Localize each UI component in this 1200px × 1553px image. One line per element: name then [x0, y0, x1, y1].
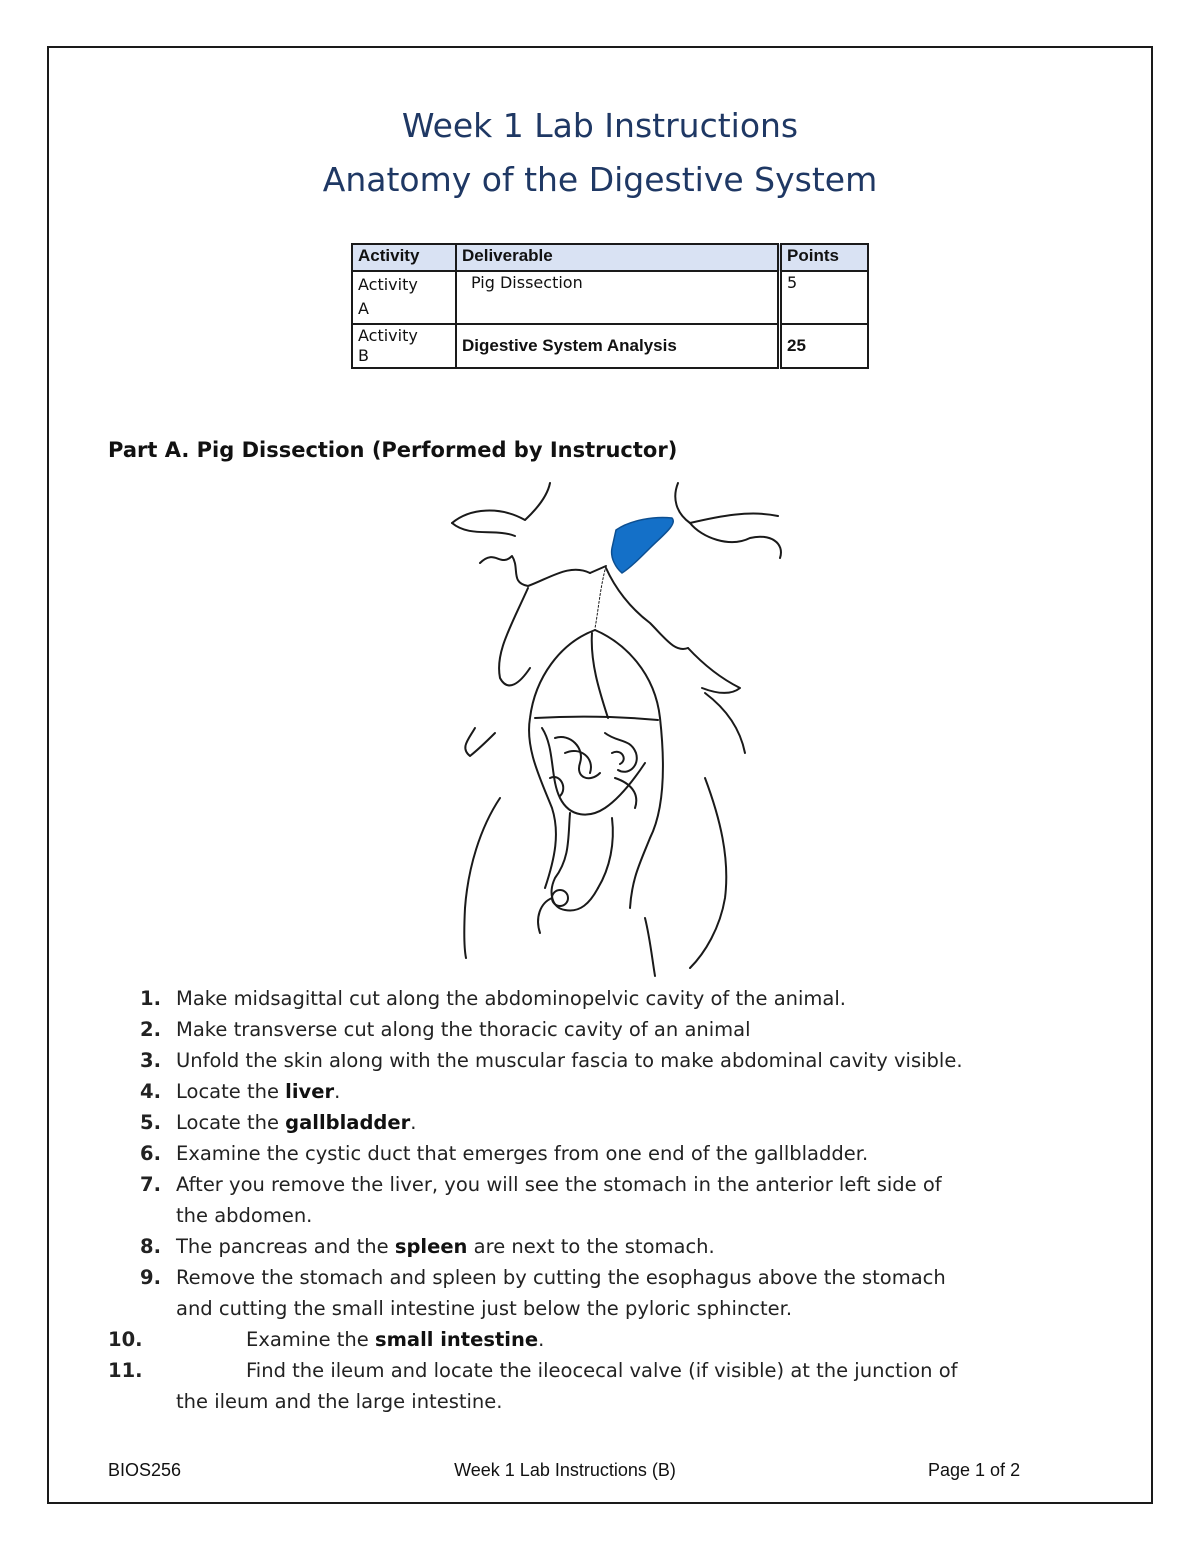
list-item	[108, 1169, 1098, 1231]
table-row	[352, 324, 868, 368]
table-row	[352, 271, 868, 324]
list-item	[108, 1076, 1098, 1107]
step-text: Make midsagittal cut along the abdominopelvic cavity of the animal.	[176, 987, 846, 1010]
step-text: Make transverse cut along the thoracic cavity of an animal	[176, 1018, 751, 1041]
step-text-after: .	[538, 1328, 545, 1351]
page-subtitle: Anatomy of the Digestive System	[322, 160, 878, 199]
step-number: 4.	[140, 1080, 161, 1103]
list-item	[108, 1262, 1098, 1324]
deliverable-cell: Pig Dissection	[456, 271, 780, 324]
deliverables-table	[351, 243, 869, 369]
step-text-after: are next to the stomach.	[467, 1235, 715, 1258]
points-cell: 25	[780, 324, 869, 368]
points-cell: 5	[780, 271, 869, 324]
step-number: 9.	[140, 1266, 161, 1289]
page-title: Week 1 Lab Instructions	[401, 106, 799, 145]
footer-doc-title: Week 1 Lab Instructions (B)	[454, 1460, 676, 1480]
list-item	[108, 1324, 1098, 1355]
part-a-heading: Part A. Pig Dissection (Performed by Instructor)	[108, 438, 678, 462]
table-header-row	[352, 244, 868, 271]
step-keyword: gallbladder	[285, 1111, 411, 1134]
step-number: 3.	[140, 1049, 161, 1072]
header-deliverable: Deliverable	[456, 244, 780, 271]
step-text-continued: the ileum and the large intestine.	[176, 1390, 503, 1413]
step-text-before: Examine the	[246, 1328, 375, 1351]
step-number: 1.	[140, 987, 161, 1010]
step-text-after: .	[410, 1111, 417, 1134]
list-item	[108, 1231, 1098, 1262]
activity-cell	[352, 324, 456, 368]
footer-page-number: Page 1 of 2	[928, 1460, 1021, 1480]
step-number: 8.	[140, 1235, 161, 1258]
activity-label: Activity	[358, 326, 418, 345]
step-text: After you remove the liver, you will see the stomach in the anterior left side of	[176, 1173, 942, 1196]
step-text-before: The pancreas and the	[176, 1235, 395, 1258]
list-item	[108, 1014, 1098, 1045]
activity-letter: A	[358, 299, 369, 318]
list-item	[108, 1138, 1098, 1169]
activity-label: Activity	[358, 275, 418, 294]
header-activity: Activity	[352, 244, 456, 271]
list-item	[108, 1355, 1098, 1417]
pig-dissection-drawing	[440, 478, 800, 978]
activity-cell	[352, 271, 456, 324]
step-text: Examine the cystic duct that emerges from one end of the gallbladder.	[176, 1142, 869, 1165]
list-item	[108, 983, 1098, 1014]
step-number: 2.	[140, 1018, 161, 1041]
step-text: Remove the stomach and spleen by cutting the esophagus above the stomach	[176, 1266, 946, 1289]
header-points: Points	[780, 244, 869, 271]
step-text-before: Locate the	[176, 1111, 286, 1134]
step-number: 10.	[108, 1328, 143, 1351]
step-number: 5.	[140, 1111, 161, 1134]
list-item	[108, 1107, 1098, 1138]
step-keyword: liver	[285, 1080, 335, 1103]
activity-letter: B	[358, 346, 369, 365]
step-number: 7.	[140, 1173, 161, 1196]
step-text-continued: and cutting the small intestine just below the pyloric sphincter.	[176, 1297, 793, 1320]
step-number: 11.	[108, 1359, 143, 1382]
step-text-before: Locate the	[176, 1080, 286, 1103]
step-text: Find the ileum and locate the ileocecal valve (if visible) at the junction of	[246, 1359, 958, 1382]
dissection-steps	[108, 983, 1098, 1417]
step-text-after: .	[334, 1080, 341, 1103]
step-text: Unfold the skin along with the muscular fascia to make abdominal cavity visible.	[176, 1049, 963, 1072]
step-text-continued: the abdomen.	[176, 1204, 313, 1227]
step-keyword: small intestine	[374, 1328, 539, 1351]
list-item	[108, 1045, 1098, 1076]
deliverable-cell: Digestive System Analysis	[456, 324, 780, 368]
footer-course: BIOS256	[108, 1460, 182, 1480]
step-keyword: spleen	[394, 1235, 468, 1258]
step-number: 6.	[140, 1142, 161, 1165]
